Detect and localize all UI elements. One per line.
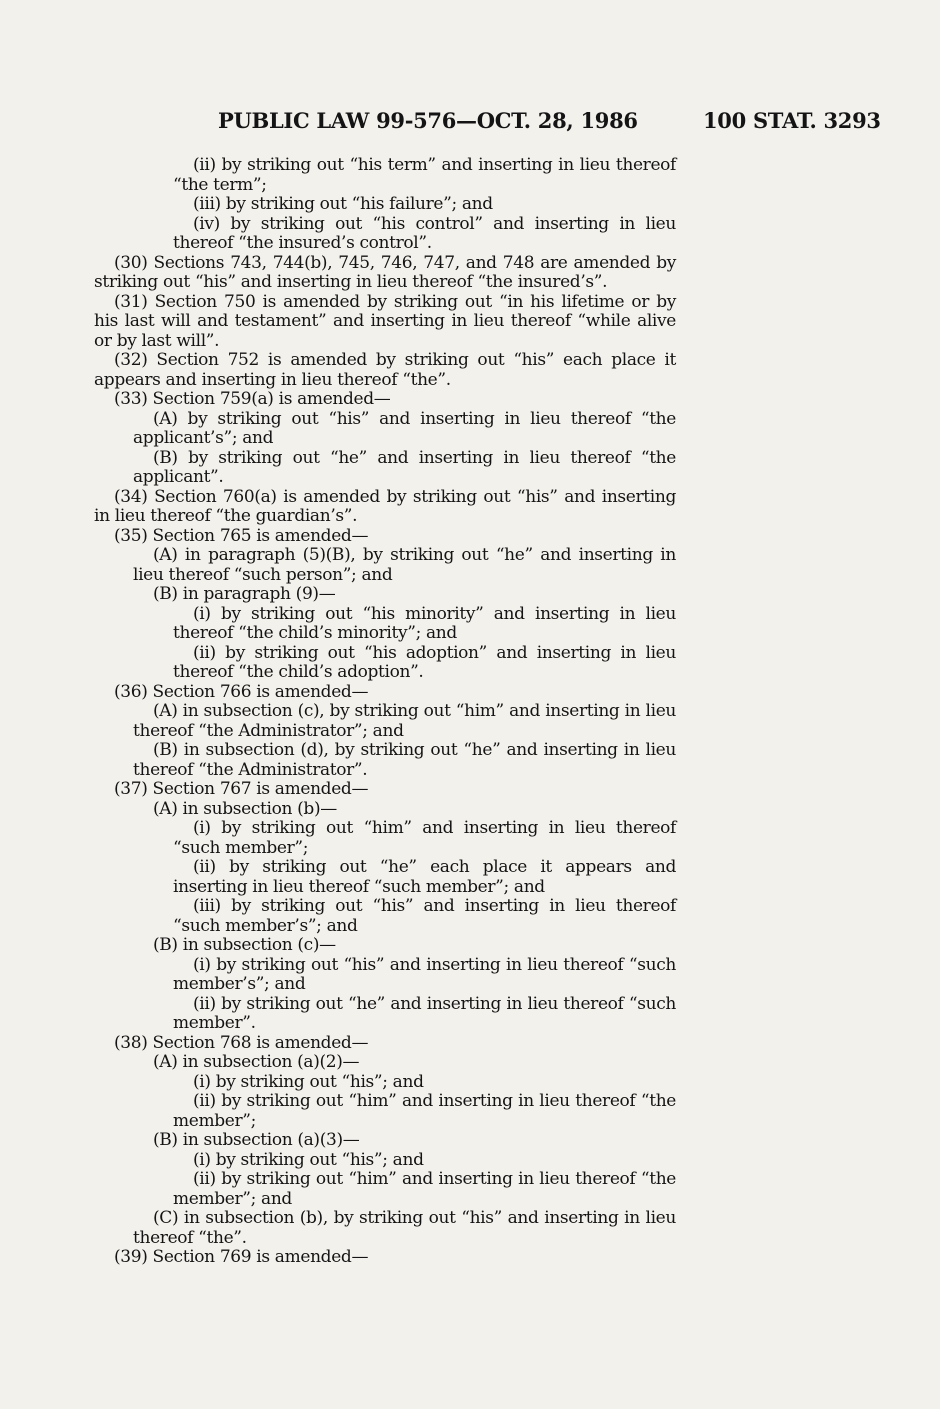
paragraph: (ii) by striking out “he” and inserting in lieu thereof “such member”. <box>173 993 676 1033</box>
paragraph: (33) Section 759(a) is amended— <box>114 389 391 409</box>
paragraph: (30) Sections 743, 744(b), 745, 746, 747, and 748 are amended by striking out “his” and inserting in lieu thereof “the insured’s”. <box>94 252 676 292</box>
paragraph: (iii) by striking out “his” and inserting in lieu thereof “such member’s”; and <box>173 896 676 936</box>
paragraph: (ii) by striking out “his term” and inserting in lieu thereof “the term”; <box>173 155 676 195</box>
paragraph: (i) by striking out “his minority” and inserting in lieu thereof “the child’s minority”; and <box>173 603 676 643</box>
paragraph: (31) Section 750 is amended by striking out “in his lifetime or by his last will and testament” and inserting in lieu thereof “while alive or by last will”. <box>94 291 676 351</box>
paragraph: (iii) by striking out “his failure”; and <box>193 194 493 214</box>
paragraph: (ii) by striking out “him” and inserting in lieu thereof “the member”; <box>173 1091 676 1131</box>
paragraph: (B) in subsection (d), by striking out “he” and inserting in lieu thereof “the Administrator”. <box>133 740 676 780</box>
paragraph: (34) Section 760(a) is amended by striking out “his” and inserting in lieu thereof “the guardian’s”. <box>94 486 676 526</box>
paragraph: (ii) by striking out “he” each place it appears and inserting in lieu thereof “such member”; and <box>173 857 676 897</box>
paragraph: (A) in subsection (b)— <box>153 798 337 819</box>
paragraph: (B) in paragraph (9)— <box>153 584 336 604</box>
page-header <box>0 108 940 144</box>
paragraph: (i) by striking out “his”; and <box>193 1149 424 1170</box>
paragraph: (37) Section 767 is amended— <box>114 779 369 799</box>
paragraph: (32) Section 752 is amended by striking out “his” each place it appears and inserting in lieu thereof “the”. <box>94 350 676 390</box>
paragraph: (i) by striking out “his”; and <box>193 1071 424 1092</box>
paragraph: (36) Section 766 is amended— <box>114 681 369 702</box>
paragraph: (A) in paragraph (5)(B), by striking out “he” and inserting in lieu thereof “such person”; and <box>133 545 676 585</box>
paragraph: (38) Section 768 is amended— <box>114 1032 369 1053</box>
document-body <box>94 156 676 1268</box>
paragraph: (39) Section 769 is amended— <box>114 1247 369 1267</box>
paragraph: (A) in subsection (c), by striking out “him” and inserting in lieu thereof “the Administrator”; and <box>133 701 676 741</box>
paragraph: (ii) by striking out “his adoption” and inserting in lieu thereof “the child’s adoption”. <box>173 642 676 682</box>
paragraph: (A) by striking out “his” and inserting in lieu thereof “the applicant’s”; and <box>133 408 676 448</box>
paragraph: (C) in subsection (b), by striking out “his” and inserting in lieu thereof “the”. <box>133 1208 676 1248</box>
paragraph: (i) by striking out “his” and inserting in lieu thereof “such member’s”; and <box>173 954 676 994</box>
paragraph: (iv) by striking out “his control” and inserting in lieu thereof “the insured’s control”. <box>173 213 676 253</box>
paragraph: (B) by striking out “he” and inserting in lieu thereof “the applicant”. <box>133 447 676 487</box>
paragraph: (B) in subsection (c)— <box>153 935 336 955</box>
running-head: PUBLIC LAW 99-576—OCT. 28, 1986 <box>218 108 638 133</box>
paragraph: (ii) by striking out “him” and inserting in lieu thereof “the member”; and <box>173 1169 676 1209</box>
page-citation: 100 STAT. 3293 <box>703 108 881 133</box>
paragraph: (B) in subsection (a)(3)— <box>153 1130 360 1150</box>
paragraph: (A) in subsection (a)(2)— <box>153 1052 360 1072</box>
paragraph: (i) by striking out “him” and inserting in lieu thereof “such member”; <box>173 818 676 858</box>
paragraph: (35) Section 765 is amended— <box>114 525 369 546</box>
